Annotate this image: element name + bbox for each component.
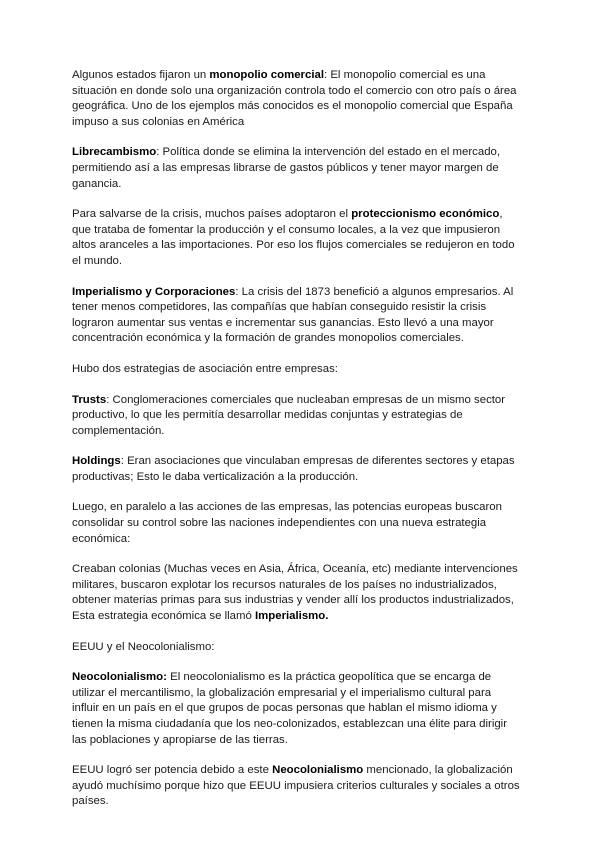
- bold-term: monopolio comercial: [209, 69, 324, 81]
- paragraph: [72, 500, 520, 547]
- paragraph: [72, 670, 520, 748]
- paragraph: [72, 454, 520, 485]
- paragraph: [72, 763, 520, 810]
- bold-term: Neocolonialismo:: [72, 671, 167, 684]
- text-run: Creaban colonias (Muchas veces en Asia, África, Oceanía, etc) mediante intervenciones militares, buscaron explotar los recursos naturales de los países no industrializados, obtener materias primas para sus industrias y vender allí los productos industrializados, Esta estrategia económica se llamó: [72, 563, 518, 623]
- text-run: EEUU y el Neocolonialismo:: [72, 640, 215, 653]
- bold-term: Holdings: [72, 455, 121, 468]
- text-run: Luego, en paralelo a las acciones de las empresas, las potencias europeas buscaron consolidar su control sobre las naciones independientes con una nueva estrategia económica:: [72, 501, 502, 545]
- bold-term: Imperialismo y Corporaciones: [72, 285, 236, 298]
- text-run: EEUU logró ser potencia debido a este: [72, 764, 273, 777]
- text-run: : Política donde se elimina la intervención del estado en el mercado, permitiendo así a las empresas librarse de gastos públicos y tener mayor margen de ganancia.: [72, 146, 501, 190]
- text-run: , que trataba de fomentar la producción y el consumo locales, a la vez que impusieron altos aranceles a las importaciones. Por eso los flujos comerciales se redujeron en todo el mundo.: [72, 208, 515, 267]
- paragraph: [72, 145, 520, 192]
- bold-term: Imperialismo.: [254, 610, 329, 623]
- bold-term: Librecambismo: [72, 146, 157, 159]
- text-run: : Conglomeraciones comerciales que nucleaban empresas de un mismo sector productivo, lo que les permitía desarrollar medidas conjuntas y estrategias de complementación.: [72, 393, 506, 437]
- paragraph: [72, 207, 520, 269]
- bold-term: Neocolonialismo: [272, 764, 364, 777]
- bold-term: Trusts: [72, 393, 107, 406]
- document-body: [72, 68, 520, 810]
- text-run: : Eran asociaciones que vinculaban empresas de diferentes sectores y etapas productivas; Esto le daba verticalización a la producción.: [72, 455, 515, 483]
- text-run: Hubo dos estrategias de asociación entre empresas:: [72, 362, 338, 375]
- bold-term: proteccionismo económico: [351, 208, 500, 221]
- text-run: El neocolonialismo es la práctica geopolítica que se encarga de utilizar el mercantilismo, la globalización empresarial y el imperialismo cultural para influir en un país en el que grupos de pocas personas que hablan el mismo idioma y tienen la misma ciudadanía que los neo-colonizados, establezcan una élite para dirigir las poblaciones y apropiarse de las tierras.: [72, 671, 508, 746]
- paragraph: [72, 640, 520, 656]
- text-run: : La crisis del 1873 benefició a algunos empresarios. Al tener menos competidores, las compañías que habían conseguido resistir la crisis lograron aumentar sus ventas e incrementar sus ganancias. Esto llevó a una mayor concentración económica y la formación de grandes monopolios comerciales.: [72, 285, 514, 345]
- text-run: mencionado, la globalización ayudó muchísimo porque hizo que EEUU impusiera criterios culturales y sociales a otros países.: [72, 764, 520, 808]
- text-run: Para salvarse de la crisis, muchos países adoptaron el: [72, 208, 352, 221]
- text-run: Algunos estados fijaron un: [72, 69, 210, 81]
- paragraph: [72, 393, 520, 440]
- paragraph: [72, 68, 520, 130]
- text-run: : El monopolio comercial es una situación en donde solo una organización controla todo el comercio con otro país o área geográfica. Uno de los ejemplos más conocidos es el monopolio comercial que España impuso a sus colonias en América: [72, 69, 517, 128]
- paragraph: [72, 562, 520, 624]
- paragraph: [72, 362, 520, 378]
- paragraph: [72, 285, 520, 347]
